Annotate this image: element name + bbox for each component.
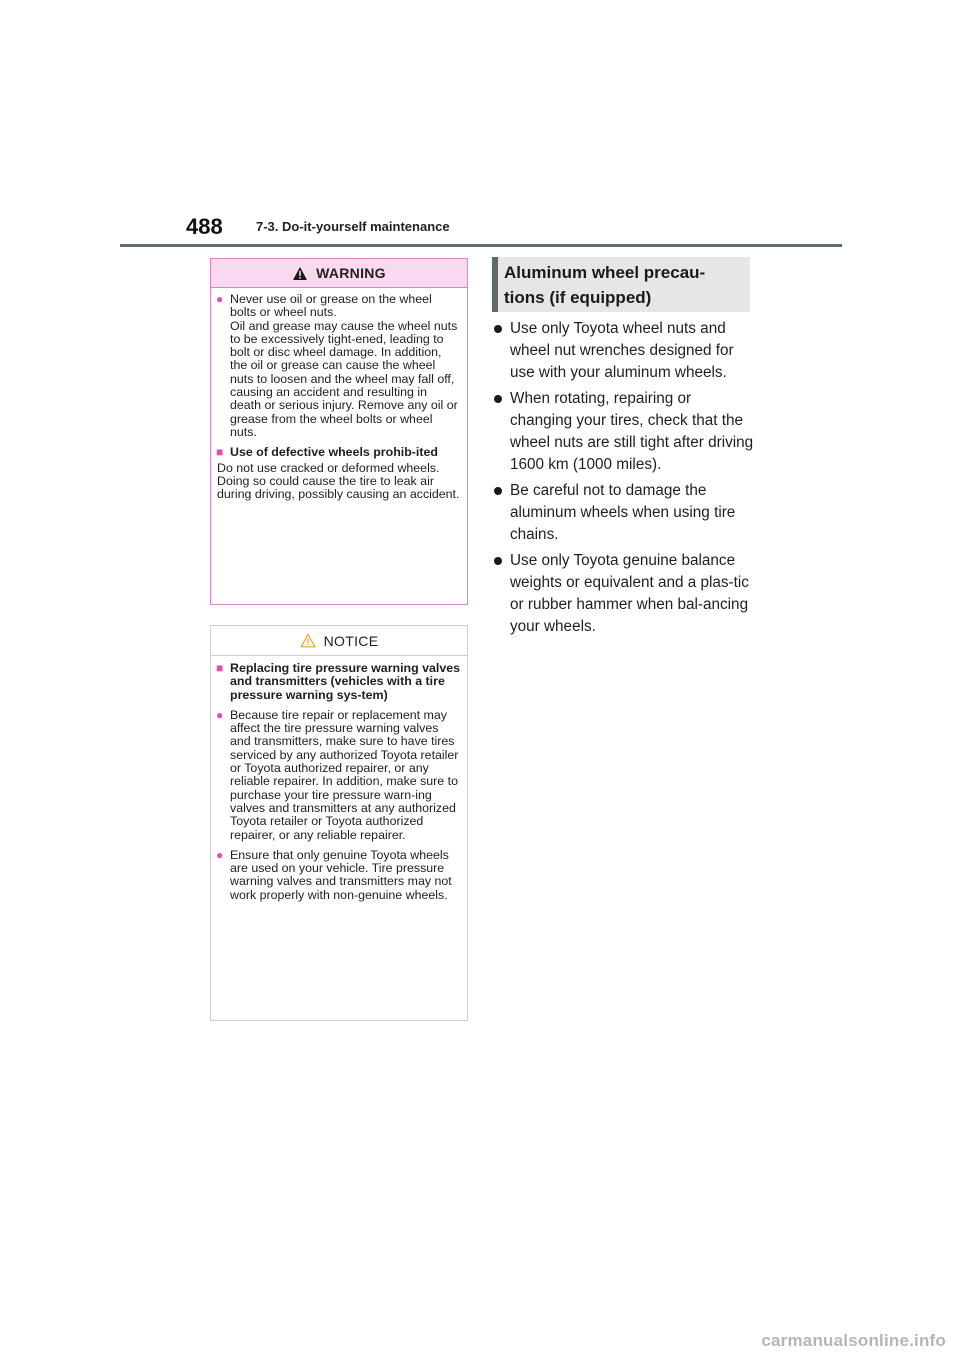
heading-line-2: tions (if equipped) — [504, 288, 652, 307]
warning-subheading: Use of defective wheels prohib-ited — [230, 445, 438, 460]
notice-header — [211, 626, 467, 656]
warning-header — [211, 259, 467, 288]
list-item-text: Use only Toyota wheel nuts and wheel nut wrenches designed for use with your aluminum wheels. — [510, 320, 734, 381]
watermark: carmanualsonline.info — [761, 1331, 946, 1350]
notice-bullet-text: Because tire repair or replacement may affect the tire pressure warning valves and transmitters, make sure to have tires serviced by any authorized Toyota retailer or Toyota authorized repairer, or any reliable repairer. In addition, make sure to purchase your tire pressure warn-ing valves and transmitters at any authorized Toyota retailer or Toyota authorized repairer, or any reliable repairer. — [230, 707, 459, 842]
notice-bullet-text: Ensure that only genuine Toyota wheels are used on your vehicle. Tire pressure warning valves and transmitters may not work properly with non-genuine wheels. — [230, 847, 452, 902]
notice-box — [210, 625, 468, 1021]
list-item-text: When rotating, repairing or changing your tires, check that the wheel nuts are still tight after driving 1600 km (1000 miles). — [510, 390, 754, 473]
notice-bullet-genuine — [217, 849, 461, 902]
list-item-text: Be careful not to damage the aluminum wheels when using tire chains. — [510, 482, 736, 543]
notice-subheading: Replacing tire pressure warning valves and transmitters (vehicles with a tire pressure warning sys-tem) — [230, 661, 461, 702]
bullet-dot-icon — [494, 487, 502, 495]
warning-triangle-icon — [292, 266, 308, 281]
list-item-text: Use only Toyota genuine balance weights or equivalent and a plas-tic or rubber hammer when bal-ancing your wheels. — [510, 552, 749, 635]
bullet-square-icon: ■ — [216, 661, 224, 675]
header-divider — [120, 244, 842, 247]
list-item — [492, 480, 754, 546]
warning-bullet-text: Never use oil or grease on the wheel bolts or wheel nuts. Oil and grease may cause the wheel nuts to be excessively tight-ened, leading to bolt or disc wheel damage. In addition, the oil or grease can cause the wheel nuts to loosen and the wheel may fall off, causing an accident and resulting in death or serious injury. Remove any oil or grease from the wheel bolts or wheel nuts. — [230, 292, 458, 439]
bullet-circle-icon: ● — [216, 292, 224, 306]
bullet-circle-icon: ● — [216, 847, 224, 862]
bullet-circle-icon: ● — [216, 707, 224, 722]
heading-line-1: Aluminum wheel precau- — [504, 263, 706, 282]
warning-paragraph: Do not use cracked or deformed wheels. Doing so could cause the tire to leak air during driving, possibly causing an accident. — [217, 460, 460, 502]
warning-box — [210, 258, 468, 605]
aluminum-bullet-list — [492, 318, 754, 642]
notice-title: NOTICE — [323, 632, 379, 649]
aluminum-wheel-heading — [492, 257, 750, 312]
section-title: 7-3. Do-it-yourself maintenance — [256, 219, 450, 234]
list-item — [492, 318, 754, 384]
notice-bullet-repair — [217, 709, 461, 842]
bullet-square-icon: ■ — [216, 445, 224, 460]
caution-triangle-icon — [300, 633, 316, 648]
page-number: 488 — [186, 214, 223, 239]
list-item — [492, 388, 754, 476]
list-item — [492, 550, 754, 638]
warning-bullet-oil-grease — [217, 293, 461, 439]
bullet-dot-icon — [494, 325, 502, 333]
bullet-dot-icon — [494, 557, 502, 565]
bullet-dot-icon — [494, 395, 502, 403]
warning-title: WARNING — [316, 265, 386, 281]
notice-subheading-item — [217, 662, 461, 702]
warning-subheading-item — [217, 446, 461, 459]
